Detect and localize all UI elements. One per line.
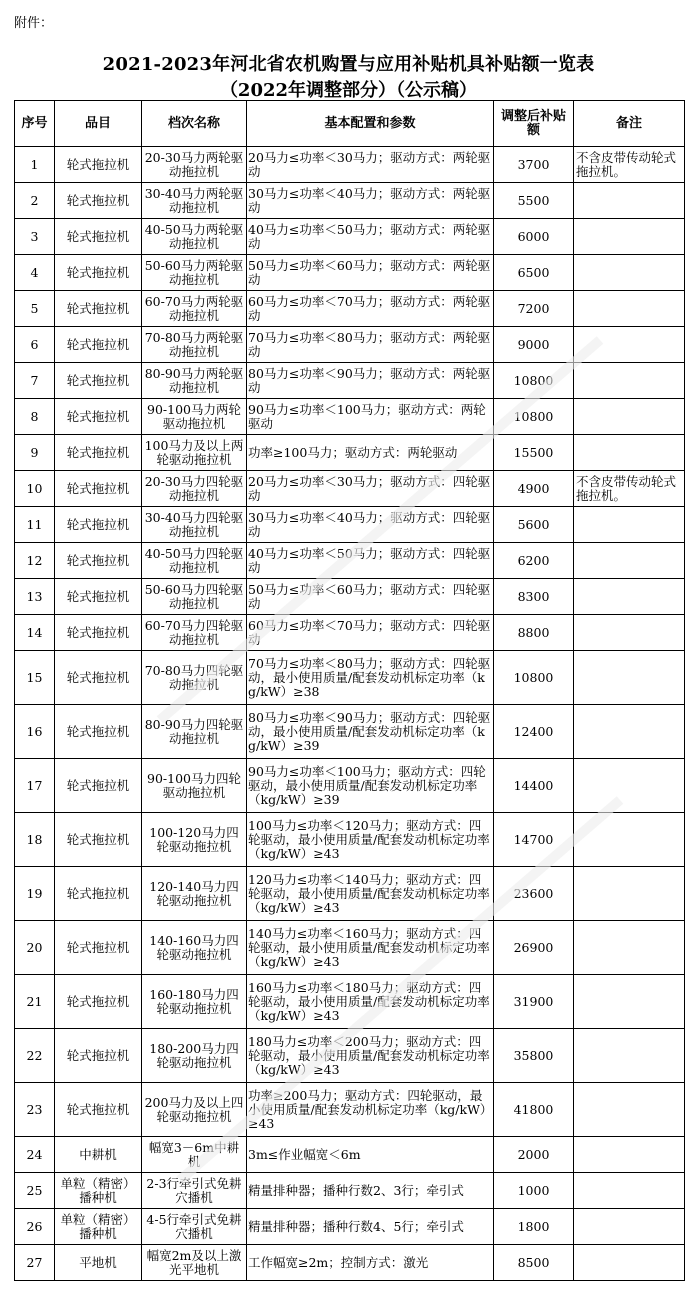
row-note: 不含皮带传动轮式拖拉机。 <box>574 147 685 183</box>
row-seq: 9 <box>15 435 55 471</box>
row-amount: 1000 <box>494 1173 574 1209</box>
document-title: 2021-2023年河北省农机购置与应用补贴机具补贴额一览表 <box>102 54 595 75</box>
row-note <box>574 255 685 291</box>
row-config: 60马力≤功率＜70马力；驱动方式：两轮驱动 <box>247 291 494 327</box>
row-seq: 12 <box>15 543 55 579</box>
row-config: 30马力≤功率＜40马力；驱动方式：四轮驱动 <box>247 507 494 543</box>
row-item: 轮式拖拉机 <box>55 507 142 543</box>
row-seq: 27 <box>15 1245 55 1281</box>
row-grade: 20-30马力两轮驱动拖拉机 <box>142 147 247 183</box>
table-row <box>15 255 685 291</box>
row-config: 100马力≤功率＜120马力；驱动方式：四轮驱动，最小使用质量/配套发动机标定功率（kg/kW）≥43 <box>247 813 494 867</box>
row-amount: 8300 <box>494 579 574 615</box>
row-grade: 100马力及以上两轮驱动拖拉机 <box>142 435 247 471</box>
row-item: 轮式拖拉机 <box>55 579 142 615</box>
row-note <box>574 975 685 1029</box>
row-seq: 20 <box>15 921 55 975</box>
row-grade: 180-200马力四轮驱动拖拉机 <box>142 1029 247 1083</box>
row-grade: 90-100马力四轮驱动拖拉机 <box>142 759 247 813</box>
row-grade: 80-90马力两轮驱动拖拉机 <box>142 363 247 399</box>
row-seq: 1 <box>15 147 55 183</box>
row-note <box>574 183 685 219</box>
row-seq: 24 <box>15 1137 55 1173</box>
row-item: 单粒（精密）播种机 <box>55 1209 142 1245</box>
row-note <box>574 1245 685 1281</box>
row-item: 平地机 <box>55 1245 142 1281</box>
row-amount: 23600 <box>494 867 574 921</box>
row-grade: 80-90马力四轮驱动拖拉机 <box>142 705 247 759</box>
row-seq: 16 <box>15 705 55 759</box>
row-item: 单粒（精密）播种机 <box>55 1173 142 1209</box>
row-note <box>574 759 685 813</box>
row-grade: 30-40马力两轮驱动拖拉机 <box>142 183 247 219</box>
row-grade: 50-60马力四轮驱动拖拉机 <box>142 579 247 615</box>
table-row <box>15 363 685 399</box>
row-config: 180马力≤功率＜200马力；驱动方式：四轮驱动，最小使用质量/配套发动机标定功率（kg/kW）≥43 <box>247 1029 494 1083</box>
row-grade: 40-50马力四轮驱动拖拉机 <box>142 543 247 579</box>
row-note <box>574 291 685 327</box>
row-amount: 14700 <box>494 813 574 867</box>
table-row <box>15 759 685 813</box>
row-item: 轮式拖拉机 <box>55 543 142 579</box>
row-config: 精量排种器；播种行数4、5行；牵引式 <box>247 1209 494 1245</box>
table-row <box>15 1029 685 1083</box>
row-config: 20马力≤功率＜30马力；驱动方式：两轮驱动 <box>247 147 494 183</box>
row-item: 轮式拖拉机 <box>55 471 142 507</box>
row-item: 轮式拖拉机 <box>55 615 142 651</box>
row-seq: 22 <box>15 1029 55 1083</box>
row-amount: 6500 <box>494 255 574 291</box>
row-item: 轮式拖拉机 <box>55 147 142 183</box>
table-row <box>15 1245 685 1281</box>
row-item: 轮式拖拉机 <box>55 975 142 1029</box>
row-config: 90马力≤功率＜100马力；驱动方式：两轮驱动 <box>247 399 494 435</box>
row-amount: 8500 <box>494 1245 574 1281</box>
row-seq: 14 <box>15 615 55 651</box>
row-seq: 15 <box>15 651 55 705</box>
row-seq: 4 <box>15 255 55 291</box>
table-row <box>15 1173 685 1209</box>
row-config: 功率≥100马力；驱动方式：两轮驱动 <box>247 435 494 471</box>
row-config: 功率≥200马力；驱动方式：四轮驱动，最小使用质量/配套发动机标定功率（kg/kW）≥43 <box>247 1083 494 1137</box>
row-amount: 12400 <box>494 705 574 759</box>
row-amount: 15500 <box>494 435 574 471</box>
row-note <box>574 1173 685 1209</box>
subsidy-table <box>14 100 685 1281</box>
row-note <box>574 1083 685 1137</box>
row-amount: 8800 <box>494 615 574 651</box>
row-amount: 6000 <box>494 219 574 255</box>
header-item: 品目 <box>55 101 142 147</box>
row-grade: 70-80马力两轮驱动拖拉机 <box>142 327 247 363</box>
row-config: 80马力≤功率＜90马力；驱动方式：四轮驱动，最小使用质量/配套发动机标定功率（kg/kW）≥39 <box>247 705 494 759</box>
row-seq: 11 <box>15 507 55 543</box>
row-grade: 90-100马力两轮驱动拖拉机 <box>142 399 247 435</box>
row-amount: 41800 <box>494 1083 574 1137</box>
table-row <box>15 615 685 651</box>
row-item: 轮式拖拉机 <box>55 363 142 399</box>
row-item: 轮式拖拉机 <box>55 435 142 471</box>
row-amount: 4900 <box>494 471 574 507</box>
row-item: 轮式拖拉机 <box>55 705 142 759</box>
row-config: 30马力≤功率＜40马力；驱动方式：两轮驱动 <box>247 183 494 219</box>
table-row <box>15 921 685 975</box>
header-note: 备注 <box>574 101 685 147</box>
row-amount: 10800 <box>494 651 574 705</box>
row-note <box>574 579 685 615</box>
table-row <box>15 291 685 327</box>
row-amount: 5500 <box>494 183 574 219</box>
row-note <box>574 543 685 579</box>
row-config: 160马力≤功率＜180马力；驱动方式：四轮驱动，最小使用质量/配套发动机标定功率（kg/kW）≥43 <box>247 975 494 1029</box>
row-grade: 幅宽3－6m中耕机 <box>142 1137 247 1173</box>
row-item: 轮式拖拉机 <box>55 867 142 921</box>
row-grade: 幅宽2m及以上激光平地机 <box>142 1245 247 1281</box>
row-seq: 7 <box>15 363 55 399</box>
row-amount: 31900 <box>494 975 574 1029</box>
row-amount: 1800 <box>494 1209 574 1245</box>
row-config: 工作幅宽≥2m；控制方式：激光 <box>247 1245 494 1281</box>
row-config: 90马力≤功率＜100马力；驱动方式：四轮驱动，最小使用质量/配套发动机标定功率（kg/kW）≥39 <box>247 759 494 813</box>
row-note <box>574 435 685 471</box>
row-amount: 10800 <box>494 363 574 399</box>
row-grade: 50-60马力两轮驱动拖拉机 <box>142 255 247 291</box>
table-row <box>15 327 685 363</box>
row-amount: 7200 <box>494 291 574 327</box>
row-item: 轮式拖拉机 <box>55 327 142 363</box>
row-item: 轮式拖拉机 <box>55 255 142 291</box>
table-row <box>15 867 685 921</box>
row-grade: 200马力及以上四轮驱动拖拉机 <box>142 1083 247 1137</box>
row-config: 50马力≤功率＜60马力；驱动方式：两轮驱动 <box>247 255 494 291</box>
row-config: 40马力≤功率＜50马力；驱动方式：四轮驱动 <box>247 543 494 579</box>
row-grade: 120-140马力四轮驱动拖拉机 <box>142 867 247 921</box>
row-amount: 14400 <box>494 759 574 813</box>
row-grade: 160-180马力四轮驱动拖拉机 <box>142 975 247 1029</box>
row-item: 轮式拖拉机 <box>55 1083 142 1137</box>
row-note <box>574 327 685 363</box>
row-grade: 2-3行牵引式免耕穴播机 <box>142 1173 247 1209</box>
row-note: 不含皮带传动轮式拖拉机。 <box>574 471 685 507</box>
table-row <box>15 705 685 759</box>
row-config: 精量排种器；播种行数2、3行；牵引式 <box>247 1173 494 1209</box>
row-seq: 5 <box>15 291 55 327</box>
row-item: 轮式拖拉机 <box>55 1029 142 1083</box>
row-item: 轮式拖拉机 <box>55 651 142 705</box>
table-row <box>15 543 685 579</box>
row-seq: 19 <box>15 867 55 921</box>
table-row <box>15 471 685 507</box>
header-amount: 调整后补贴额 <box>494 101 574 147</box>
attachment-label: 附件： <box>14 16 54 31</box>
table-row <box>15 435 685 471</box>
row-amount: 5600 <box>494 507 574 543</box>
row-item: 轮式拖拉机 <box>55 399 142 435</box>
row-grade: 30-40马力四轮驱动拖拉机 <box>142 507 247 543</box>
row-config: 70马力≤功率＜80马力；驱动方式：两轮驱动 <box>247 327 494 363</box>
row-amount: 2000 <box>494 1137 574 1173</box>
row-config: 60马力≤功率＜70马力；驱动方式：四轮驱动 <box>247 615 494 651</box>
row-note <box>574 399 685 435</box>
table-row <box>15 219 685 255</box>
header-grade: 档次名称 <box>142 101 247 147</box>
table-row <box>15 651 685 705</box>
table-row <box>15 399 685 435</box>
row-note <box>574 921 685 975</box>
row-grade: 20-30马力四轮驱动拖拉机 <box>142 471 247 507</box>
row-seq: 25 <box>15 1173 55 1209</box>
row-note <box>574 363 685 399</box>
row-grade: 4-5行牵引式免耕穴播机 <box>142 1209 247 1245</box>
row-grade: 140-160马力四轮驱动拖拉机 <box>142 921 247 975</box>
table-row <box>15 579 685 615</box>
row-amount: 35800 <box>494 1029 574 1083</box>
row-item: 轮式拖拉机 <box>55 921 142 975</box>
row-config: 40马力≤功率＜50马力；驱动方式：两轮驱动 <box>247 219 494 255</box>
row-seq: 26 <box>15 1209 55 1245</box>
row-item: 轮式拖拉机 <box>55 813 142 867</box>
row-amount: 3700 <box>494 147 574 183</box>
row-grade: 60-70马力四轮驱动拖拉机 <box>142 615 247 651</box>
row-config: 120马力≤功率＜140马力；驱动方式：四轮驱动，最小使用质量/配套发动机标定功率（kg/kW）≥43 <box>247 867 494 921</box>
row-note <box>574 507 685 543</box>
row-note <box>574 615 685 651</box>
row-seq: 21 <box>15 975 55 1029</box>
row-config: 80马力≤功率＜90马力；驱动方式：两轮驱动 <box>247 363 494 399</box>
row-config: 20马力≤功率＜30马力；驱动方式：四轮驱动 <box>247 471 494 507</box>
row-config: 140马力≤功率＜160马力；驱动方式：四轮驱动，最小使用质量/配套发动机标定功率（kg/kW）≥43 <box>247 921 494 975</box>
table-row <box>15 975 685 1029</box>
row-seq: 10 <box>15 471 55 507</box>
row-note <box>574 1209 685 1245</box>
table-header-row <box>15 101 685 147</box>
row-item: 轮式拖拉机 <box>55 759 142 813</box>
row-config: 50马力≤功率＜60马力；驱动方式：四轮驱动 <box>247 579 494 615</box>
row-note <box>574 867 685 921</box>
row-seq: 3 <box>15 219 55 255</box>
document-subtitle: （2022年调整部分）（公示稿） <box>219 80 478 101</box>
table-row <box>15 1083 685 1137</box>
row-seq: 8 <box>15 399 55 435</box>
table-row <box>15 1209 685 1245</box>
row-seq: 2 <box>15 183 55 219</box>
row-amount: 9000 <box>494 327 574 363</box>
table-row <box>15 1137 685 1173</box>
row-item: 轮式拖拉机 <box>55 219 142 255</box>
row-note <box>574 705 685 759</box>
row-amount: 6200 <box>494 543 574 579</box>
row-grade: 100-120马力四轮驱动拖拉机 <box>142 813 247 867</box>
header-seq: 序号 <box>15 101 55 147</box>
row-note <box>574 651 685 705</box>
row-seq: 13 <box>15 579 55 615</box>
row-note <box>574 1137 685 1173</box>
row-note <box>574 813 685 867</box>
row-item: 轮式拖拉机 <box>55 291 142 327</box>
table-row <box>15 147 685 183</box>
row-grade: 70-80马力四轮驱动拖拉机 <box>142 651 247 705</box>
table-row <box>15 507 685 543</box>
row-amount: 26900 <box>494 921 574 975</box>
row-item: 中耕机 <box>55 1137 142 1173</box>
table-row <box>15 813 685 867</box>
row-seq: 18 <box>15 813 55 867</box>
row-grade: 60-70马力两轮驱动拖拉机 <box>142 291 247 327</box>
row-seq: 17 <box>15 759 55 813</box>
row-config: 70马力≤功率＜80马力；驱动方式：四轮驱动，最小使用质量/配套发动机标定功率（kg/kW）≥38 <box>247 651 494 705</box>
table-row <box>15 183 685 219</box>
row-seq: 23 <box>15 1083 55 1137</box>
row-item: 轮式拖拉机 <box>55 183 142 219</box>
row-note <box>574 1029 685 1083</box>
row-seq: 6 <box>15 327 55 363</box>
row-amount: 10800 <box>494 399 574 435</box>
row-note <box>574 219 685 255</box>
header-config: 基本配置和参数 <box>247 101 494 147</box>
row-config: 3m≤作业幅宽＜6m <box>247 1137 494 1173</box>
row-grade: 40-50马力两轮驱动拖拉机 <box>142 219 247 255</box>
